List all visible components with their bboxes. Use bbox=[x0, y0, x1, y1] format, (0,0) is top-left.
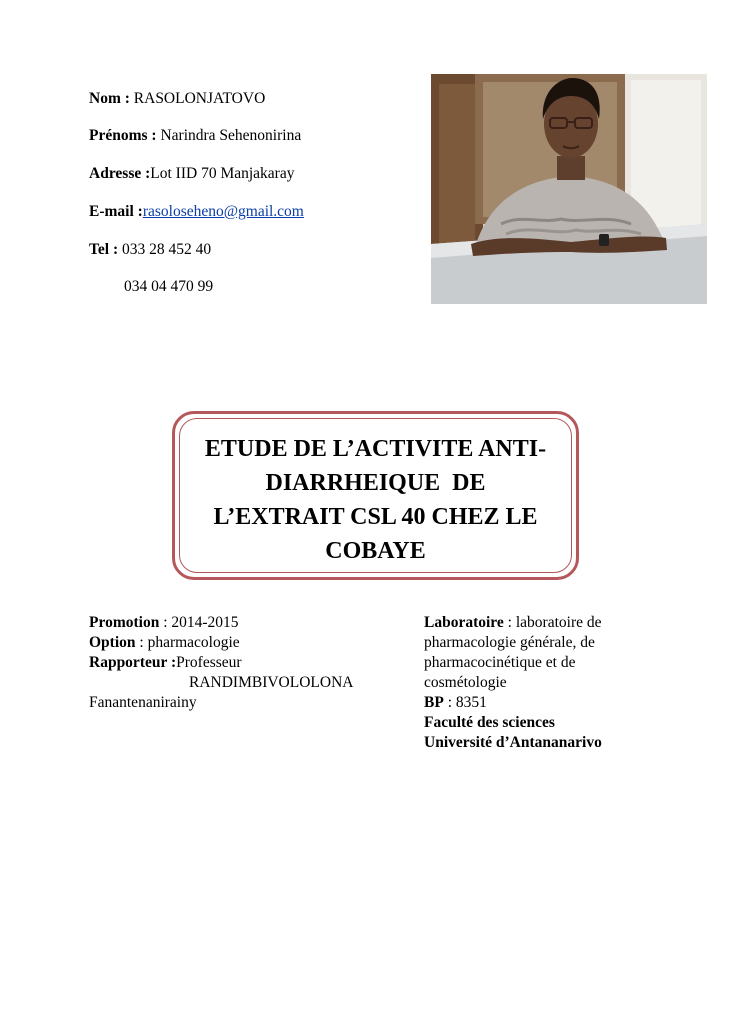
tel-value-1: 033 28 452 40 bbox=[122, 241, 212, 258]
adresse-line bbox=[89, 165, 294, 183]
rapporteur-label: Rapporteur : bbox=[89, 654, 177, 671]
email-link[interactable]: rasoloseheno@gmail.com bbox=[142, 203, 304, 220]
prenoms-line bbox=[89, 127, 301, 145]
option-label: Option bbox=[89, 634, 136, 651]
promotion-value: : 2014-2015 bbox=[163, 614, 239, 631]
promotion-label: Promotion bbox=[89, 614, 160, 631]
title-line-2: DIARRHEIQUE DE bbox=[265, 470, 486, 496]
laboratoire-value-3: pharmacocinétique et de bbox=[424, 654, 576, 671]
promotion-line bbox=[89, 613, 389, 633]
nom-label: Nom : bbox=[89, 90, 130, 107]
laboratoire-line bbox=[424, 613, 664, 633]
title-line-4: COBAYE bbox=[325, 538, 426, 564]
bp-line bbox=[424, 693, 664, 713]
email-label: E-mail : bbox=[89, 203, 143, 220]
option-line bbox=[89, 633, 389, 653]
email-line bbox=[89, 203, 304, 221]
laboratoire-value-4: cosmétologie bbox=[424, 674, 507, 691]
universite-line: Université d’Antananarivo bbox=[424, 734, 602, 751]
tel-line bbox=[89, 241, 211, 259]
bp-label: BP bbox=[424, 694, 444, 711]
rapporteur-value-2: RANDIMBIVOLOLONA bbox=[189, 674, 354, 691]
option-value: : pharmacologie bbox=[139, 634, 240, 651]
portrait-photo bbox=[431, 74, 707, 304]
adresse-value: Lot IID 70 Manjakaray bbox=[150, 165, 295, 182]
thesis-title bbox=[175, 432, 576, 568]
rapporteur-value-1: Professeur bbox=[176, 654, 242, 671]
title-line-1: ETUDE DE L’ACTIVITE ANTI- bbox=[204, 436, 547, 462]
adresse-label: Adresse : bbox=[89, 165, 151, 182]
laboratoire-value-1: : laboratoire de bbox=[507, 614, 602, 631]
faculte-line: Faculté des sciences bbox=[424, 714, 555, 731]
right-info-column bbox=[424, 613, 664, 753]
laboratoire-label: Laboratoire bbox=[424, 614, 504, 631]
laboratoire-value-2: pharmacologie générale, de bbox=[424, 634, 595, 651]
left-info-column bbox=[89, 613, 389, 713]
tel-value-2: 034 04 470 99 bbox=[124, 278, 214, 295]
thesis-title-box bbox=[172, 411, 579, 580]
rapporteur-line bbox=[89, 653, 389, 673]
rapporteur-value-3: Fanantenanirainy bbox=[89, 694, 197, 711]
bp-value: : 8351 bbox=[447, 694, 487, 711]
nom-value: RASOLONJATOVO bbox=[133, 90, 266, 107]
prenoms-value: Narindra Sehenonirina bbox=[160, 127, 302, 144]
nom-line bbox=[89, 90, 265, 108]
prenoms-label: Prénoms : bbox=[89, 127, 157, 144]
tel-label: Tel : bbox=[89, 241, 119, 258]
portrait-photo-icon bbox=[431, 74, 707, 304]
title-line-3: L’EXTRAIT CSL 40 CHEZ LE bbox=[213, 504, 538, 530]
